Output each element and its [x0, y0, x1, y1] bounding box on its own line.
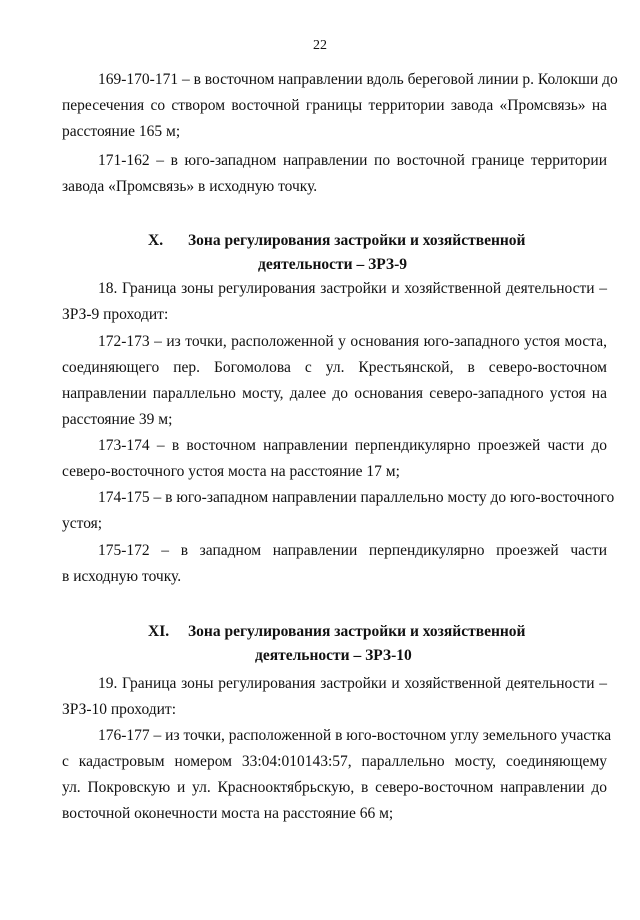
section-heading-x [62, 229, 607, 277]
heading-title: Зона регулирования застройки и хозяйственной [188, 623, 526, 640]
text-line: пересечения со створом восточной границы территории завода «Промсвязь» на [62, 97, 607, 114]
text-line: с кадастровым номером 33:04:010143:57, параллельно мосту, соединяющему [62, 753, 607, 770]
section-heading-xi [62, 620, 607, 668]
text-line: 18. Граница зоны регулирования застройки и хозяйственной деятельности – [98, 280, 607, 297]
text-line: завода «Промсвязь» в исходную точку. [62, 178, 318, 195]
text-line: 173-174 – в восточном направлении перпендикулярно проезжей части до [98, 437, 607, 454]
text-line: 176-177 – из точки, расположенной в юго-восточном углу земельного участка [98, 727, 612, 744]
text-line: расстояние 165 м; [62, 123, 181, 140]
paragraph-176-177 [62, 723, 612, 827]
text-line: 174-175 – в юго-западном направлении параллельно мосту до юго-восточного [98, 489, 615, 506]
text-line: 19. Граница зоны регулирования застройки и хозяйственной деятельности – [98, 675, 607, 692]
text-line: 171-162 – в юго-западном направлении по восточной границе территории [98, 152, 607, 169]
text-line: направлении параллельно мосту, далее до основания северо-западного устоя на [62, 385, 607, 402]
paragraph-171-162 [62, 148, 607, 200]
paragraph-172-173 [62, 329, 607, 433]
heading-title: Зона регулирования застройки и хозяйственной [188, 232, 526, 249]
heading-number: XI. [148, 623, 170, 640]
text-line: 172-173 – из точки, расположенной у основания юго-западного устоя моста, [98, 333, 607, 350]
paragraph-174-175 [62, 485, 615, 537]
heading-title-line2: деятельности – ЗРЗ-9 [258, 256, 408, 273]
paragraph-19 [62, 671, 607, 723]
paragraph-18 [62, 276, 607, 328]
heading-title-line2: деятельности – ЗРЗ-10 [255, 647, 412, 664]
text-line: ул. Покровскую и ул. Краснооктябрьскую, в северо-восточном направлении до [62, 779, 607, 796]
text-line: ЗРЗ-10 проходит: [62, 701, 177, 718]
text-line: 175-172 – в западном направлении перпендикулярно проезжей части [98, 542, 607, 559]
text-line: 169-170-171 – в восточном направлении вдоль береговой линии р. Колокши до [98, 71, 618, 88]
text-line: ЗРЗ-9 проходит: [62, 306, 169, 323]
paragraph-175-172 [62, 538, 607, 590]
text-line: расстояние 39 м; [62, 411, 173, 428]
paragraph-173-174 [62, 433, 607, 485]
page-number: 22 [313, 38, 327, 53]
text-line: северо-восточного устоя моста на расстояние 17 м; [62, 463, 400, 480]
text-line: устоя; [62, 515, 103, 532]
text-line: соединяющего пер. Богомолова с ул. Крестьянской, в северо-восточном [62, 359, 607, 376]
text-line: в исходную точку. [62, 568, 182, 585]
text-line: восточной оконечности моста на расстояние 66 м; [62, 805, 394, 822]
paragraph-169-171 [62, 67, 618, 145]
heading-number: X. [148, 232, 164, 249]
